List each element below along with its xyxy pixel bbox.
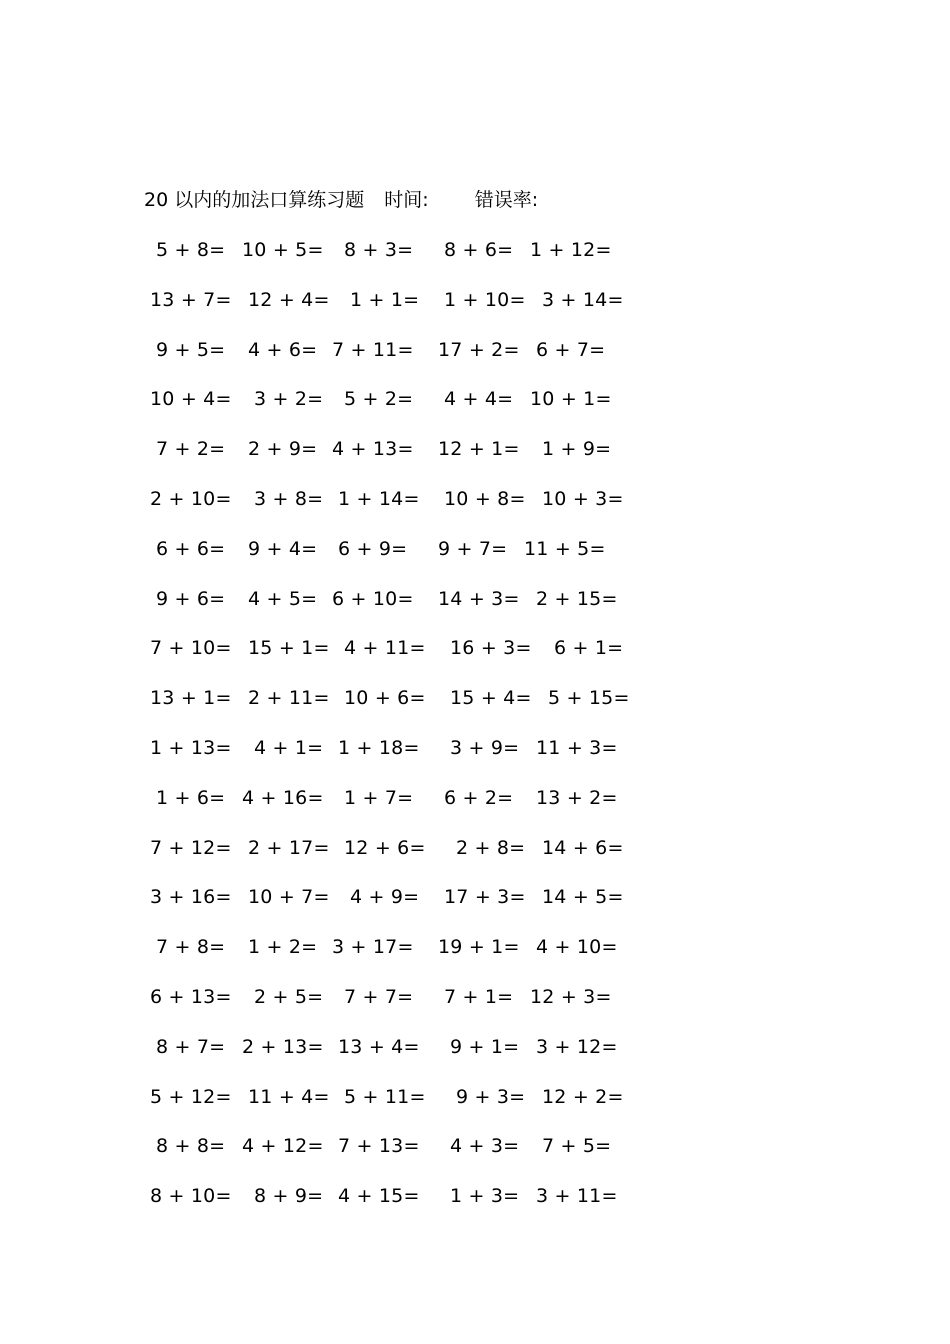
problem-cell: 1 + 13= — [150, 736, 232, 759]
problem-cell: 4 + 13= — [332, 438, 414, 461]
problem-cell: 2 + 11= — [248, 687, 330, 710]
problem-cell: 2 + 17= — [248, 836, 330, 859]
problem-cell: 4 + 11= — [344, 637, 426, 660]
problem-cell: 8 + 6= — [444, 239, 514, 261]
problem-cell: 13 + 7= — [150, 288, 232, 311]
problem-cell: 8 + 3= — [344, 239, 414, 261]
problem-cell: 4 + 4= — [444, 388, 514, 411]
problem-cell: 1 + 6= — [156, 786, 226, 809]
problem-cell: 7 + 1= — [444, 985, 514, 1008]
problem-cell: 14 + 5= — [542, 886, 624, 909]
problem-cell: 4 + 10= — [536, 936, 618, 959]
problem-cell: 13 + 2= — [536, 786, 618, 809]
problem-cell: 4 + 12= — [242, 1135, 324, 1158]
problem-cell: 11 + 3= — [536, 736, 618, 759]
problem-cell: 12 + 4= — [248, 288, 330, 311]
problem-cell: 3 + 8= — [254, 487, 324, 510]
problem-cell: 4 + 3= — [450, 1135, 520, 1158]
problem-cell: 9 + 3= — [456, 1085, 526, 1108]
problem-cell: 12 + 3= — [530, 985, 612, 1008]
error-rate-label: 错误率: — [474, 189, 539, 211]
problem-cell: 17 + 3= — [444, 886, 526, 909]
problem-cell: 8 + 9= — [254, 1185, 324, 1208]
problem-cell: 6 + 10= — [332, 587, 414, 610]
problem-cell: 5 + 12= — [150, 1085, 232, 1108]
problem-cell: 3 + 9= — [450, 736, 520, 759]
problem-cell: 2 + 13= — [242, 1035, 324, 1058]
problem-cell: 8 + 10= — [150, 1185, 232, 1208]
problem-cell: 7 + 13= — [338, 1135, 420, 1158]
problem-cell: 8 + 7= — [156, 1035, 226, 1058]
problem-cell: 9 + 4= — [248, 537, 318, 560]
problem-cell: 15 + 4= — [450, 687, 532, 710]
problem-cell: 2 + 10= — [150, 487, 232, 510]
problem-cell: 8 + 8= — [156, 1135, 226, 1158]
problem-cell: 14 + 6= — [542, 836, 624, 859]
problem-cell: 12 + 6= — [344, 836, 426, 859]
problem-cell: 3 + 2= — [254, 388, 324, 411]
problem-cell: 7 + 5= — [542, 1135, 612, 1158]
problem-cell: 5 + 15= — [548, 687, 630, 710]
problem-cell: 1 + 14= — [338, 487, 420, 510]
problem-cell: 13 + 4= — [338, 1035, 420, 1058]
problem-cell: 19 + 1= — [438, 936, 520, 959]
problem-cell: 1 + 18= — [338, 736, 420, 759]
problem-cell: 9 + 6= — [156, 587, 226, 610]
problem-cell: 11 + 5= — [524, 537, 606, 560]
problem-cell: 7 + 2= — [156, 438, 226, 461]
problem-cell: 5 + 2= — [344, 388, 414, 411]
problem-cell: 10 + 3= — [542, 487, 624, 510]
time-label: 时间: — [384, 189, 429, 211]
problem-cell: 6 + 2= — [444, 786, 514, 809]
problem-cell: 3 + 12= — [536, 1035, 618, 1058]
problem-cell: 4 + 1= — [254, 736, 324, 759]
problem-cell: 1 + 2= — [248, 936, 318, 959]
problem-cell: 4 + 16= — [242, 786, 324, 809]
problem-cell: 9 + 1= — [450, 1035, 520, 1058]
problem-cell: 3 + 16= — [150, 886, 232, 909]
problem-cell: 6 + 9= — [338, 537, 408, 560]
problem-cell: 7 + 12= — [150, 836, 232, 859]
problem-cell: 6 + 1= — [554, 637, 624, 660]
problem-cell: 2 + 15= — [536, 587, 618, 610]
problem-cell: 17 + 2= — [438, 338, 520, 361]
problem-cell: 3 + 14= — [542, 288, 624, 311]
problem-cell: 6 + 13= — [150, 985, 232, 1008]
problem-cell: 5 + 8= — [156, 239, 226, 261]
problem-cell: 10 + 1= — [530, 388, 612, 411]
problem-cell: 1 + 7= — [344, 786, 414, 809]
problem-cell: 1 + 12= — [530, 239, 612, 261]
problem-cell: 9 + 5= — [156, 338, 226, 361]
problem-cell: 4 + 6= — [248, 338, 318, 361]
problem-cell: 5 + 11= — [344, 1085, 426, 1108]
worksheet-title: 20 以内的加法口算练习题 — [144, 189, 365, 211]
problem-cell: 7 + 7= — [344, 985, 414, 1008]
problem-cell: 10 + 7= — [248, 886, 330, 909]
problem-cell: 4 + 15= — [338, 1185, 420, 1208]
problem-cell: 7 + 8= — [156, 936, 226, 959]
problem-cell: 2 + 5= — [254, 985, 324, 1008]
problem-cell: 15 + 1= — [248, 637, 330, 660]
problem-cell: 12 + 2= — [542, 1085, 624, 1108]
problem-cell: 11 + 4= — [248, 1085, 330, 1108]
problem-cell: 6 + 6= — [156, 537, 226, 560]
problem-cell: 10 + 4= — [150, 388, 232, 411]
problem-cell: 4 + 9= — [350, 886, 420, 909]
problem-cell: 12 + 1= — [438, 438, 520, 461]
problem-cell: 4 + 5= — [248, 587, 318, 610]
worksheet-header — [144, 186, 538, 214]
problem-cell: 9 + 7= — [438, 537, 508, 560]
problem-cell: 13 + 1= — [150, 687, 232, 710]
problem-cell: 10 + 5= — [242, 239, 324, 261]
problem-cell: 10 + 8= — [444, 487, 526, 510]
problem-cell: 7 + 10= — [150, 637, 232, 660]
problem-cell: 1 + 3= — [450, 1185, 520, 1208]
problem-cell: 3 + 11= — [536, 1185, 618, 1208]
problem-cell: 1 + 10= — [444, 288, 526, 311]
problem-cell: 7 + 11= — [332, 338, 414, 361]
problem-cell: 14 + 3= — [438, 587, 520, 610]
problem-cell: 16 + 3= — [450, 637, 532, 660]
problem-cell: 6 + 7= — [536, 338, 606, 361]
problem-cell: 1 + 9= — [542, 438, 612, 461]
problem-cell: 2 + 8= — [456, 836, 526, 859]
problem-cell: 10 + 6= — [344, 687, 426, 710]
problem-cell: 2 + 9= — [248, 438, 318, 461]
problem-cell: 3 + 17= — [332, 936, 414, 959]
problem-cell: 1 + 1= — [350, 288, 420, 311]
